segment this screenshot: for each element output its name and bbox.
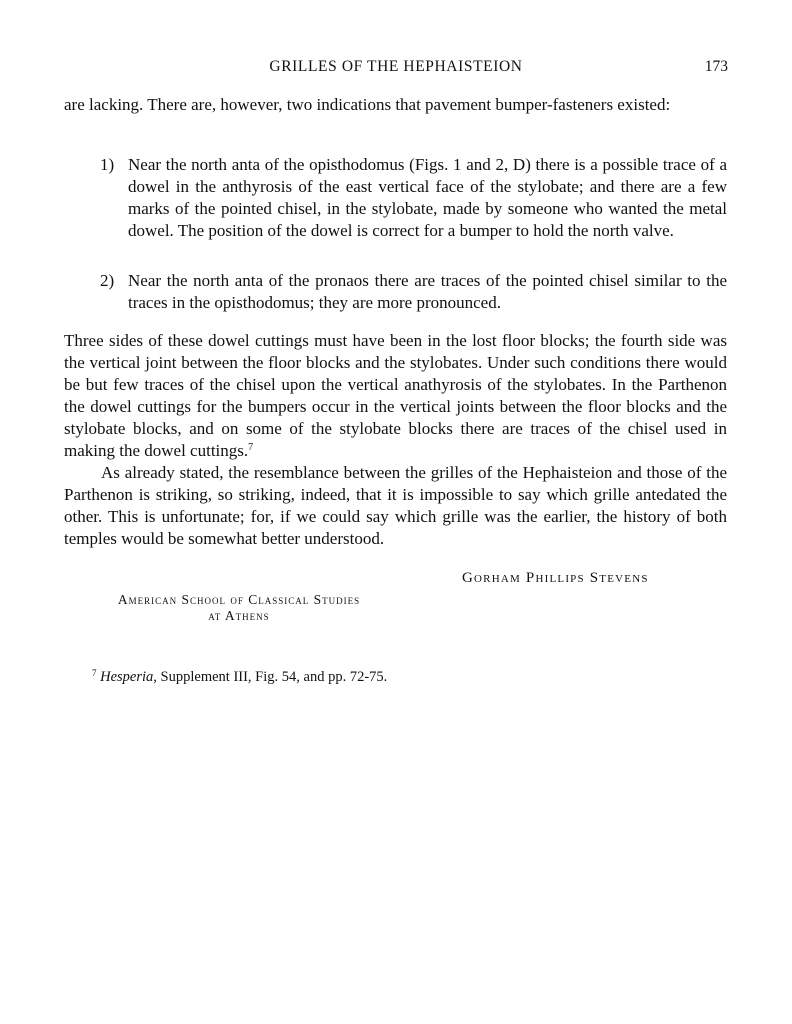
running-title: GRILLES OF THE HEPHAISTEION <box>269 58 523 75</box>
list-item-2 <box>100 270 727 314</box>
list-item-text: Near the north anta of the opisthodomus (Figs. 1 and 2, D) there is a possible trace of a dowel in the anthyrosis of the east vertical face of the stylobate; and there are a few marks of the pointed chisel, in the stylobate, made by someone who wanted the metal dowel. The position of the dowel is correct for a bumper to hold the north valve. <box>128 155 727 240</box>
list-item-text: Near the north anta of the pronaos there are traces of the pointed chisel similar to the traces in the opisthodomus; they are more pronounced. <box>128 271 727 312</box>
main-paragraph-text: Three sides of these dowel cuttings must have been in the lost floor blocks; the fourth side was the vertical joint between the floor blocks and the stylobates. Under such conditions there would be but few traces of the chisel upon the vertical anathyrosis of the stylobates. In the Parthenon the dowel cuttings for the bumpers occur in the vertical joints between the floor blocks and the stylobate blocks, and on some of the stylobate blocks there are traces of the chisel used in making the dowel cuttings. <box>64 331 727 460</box>
running-header <box>64 58 728 80</box>
intro-paragraph: are lacking. There are, however, two indications that pavement bumper-fasteners existed: <box>64 95 671 114</box>
list-item-1 <box>100 154 727 242</box>
main-paragraph <box>64 330 727 462</box>
page-number: 173 <box>704 58 728 75</box>
footnote <box>92 668 732 686</box>
closing-paragraph: As already stated, the resemblance between the grilles of the Hephaisteion and those of the Parthenon is striking, so striking, indeed, that it is impossible to say which grille antedated the other. This is unfortunate; for, if we could say which grille was the earlier, the history of both temples would be somewhat better understood. <box>64 463 727 548</box>
footnote-mark: 7 <box>92 668 97 678</box>
list-item-number: 1) <box>100 155 115 174</box>
author-name: Gorham Phillips Stevens <box>462 570 649 586</box>
footnote-reference[interactable]: 7 <box>248 442 254 453</box>
list-item-number: 2) <box>100 271 115 290</box>
footnote-journal: Hesperia <box>100 669 154 685</box>
affiliation-line-2: at Athens <box>208 608 270 623</box>
footnote-text: , Supplement III, Fig. 54, and pp. 72-75. <box>153 669 388 685</box>
affiliation-line-1: American School of Classical Studies <box>117 592 361 607</box>
